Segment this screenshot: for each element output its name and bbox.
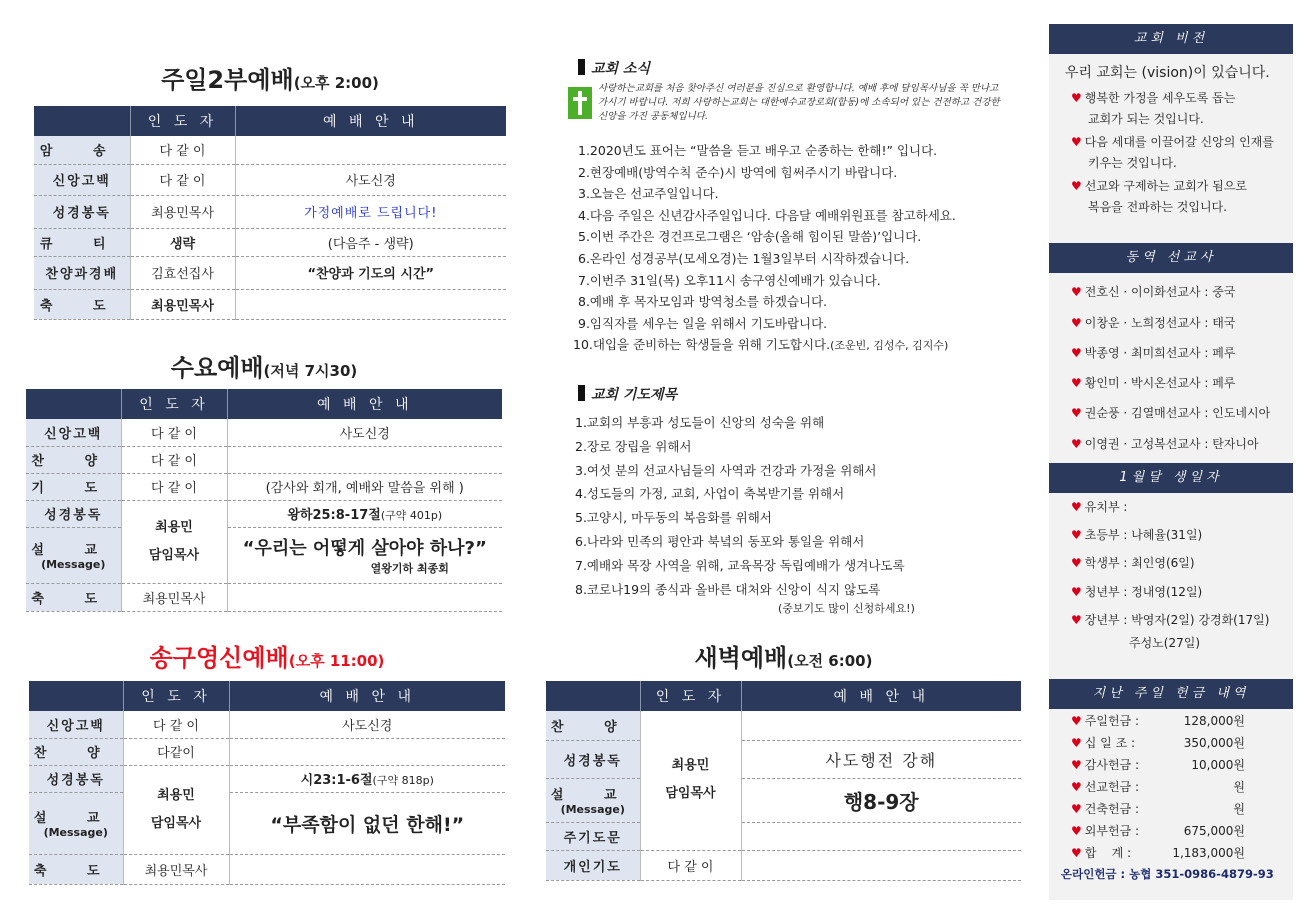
table-row: 큐 티 생략 (다음주 - 생략) [34,228,506,256]
table-row: 암 송 다 같 이 [34,136,506,164]
list-item: 7.예배와 목장 사역을 위해, 교육목장 독립예배가 생겨나도록 [575,557,905,573]
table-row: 찬 양 다같이 [29,738,505,765]
table-row: 주기도문 [546,822,1021,850]
table-row: 신앙고백 다 같 이 사도신경 [26,419,502,446]
preacher-cell: 최용민 담임목사 [123,765,229,854]
offering-amount: 128,000원 [1183,714,1245,728]
list-item: ♥ 장년부 : 박영자(2일) 강경화(17일) [1071,613,1270,627]
list-item: 1.교회의 부흥과 성도들이 신앙의 성숙을 위해 [575,415,825,430]
list-item: 5.이번 주간은 경건프로그램은 ‘암송(올해 힘이된 말씀)’입니다. [578,229,922,245]
heart-icon: ♥ [1071,528,1082,542]
vision-heading: 교회 비전 [1049,24,1293,54]
vision-item: ♥ 선교와 구제하는 교회가 됨으로 복음을 전파하는 것입니다. [1071,179,1247,214]
list-item: ♥ 주일헌금 : [1071,714,1139,728]
list-item: ♥ 권순풍 · 김열매선교사 : 인도네시아 [1071,406,1271,420]
table-row: 축 도 최용민목사 [29,854,505,884]
sunday-service-title: 주일2부예배(오후 2:00) [161,66,379,94]
list-item: ♥ 선교헌금 : [1071,780,1139,794]
list-item: 5.고양시, 마두동의 복음화를 위해서 [575,510,772,526]
list-item: 8.예배 후 목자모임과 방역청소를 하겠습니다. [578,294,828,310]
news-intro: 사랑하는교회를 처음 찾아주신 여러분을 진심으로 환영합니다. 예배 후에 담임목사님을 꼭 만나고 가시기 바랍니다. 저희 사랑하는교회는 대한예수교장로회(합동)에 소속되어 있는 건전하고 건강한 신앙을 가진 공동체입니다. [598,83,1000,122]
list-item: 6.나라와 민족의 평안과 북녘의 동포와 통일을 위해서 [575,533,865,549]
heart-icon: ♥ [1071,780,1082,794]
heart-icon: ♥ [1071,824,1082,838]
table-row: 설 교 (Message) “우리는 어떻게 살아야 하나?” 열왕기하 최종회 [26,527,502,583]
list-item: ♥ 십 일 조 : [1071,736,1136,750]
scripture-cell: 왕하25:8-17절(구약 401p) [227,500,502,527]
table-row: 설 교 (Message) 행8-9장 [546,778,1021,822]
heart-icon: ♥ [1071,714,1082,728]
list-item: ♥ 박종영 · 최미희선교사 : 페루 [1071,346,1236,360]
birthday-extra: 주성노(27일) [1129,636,1201,650]
heart-icon: ♥ [1071,179,1082,193]
table-row: 성경봉독 사도행전 강해 [546,740,1021,778]
heart-icon: ♥ [1071,316,1082,330]
list-item: 2.현장예배(방역수칙 준수)시 방역에 힘써주시기 바랍니다. [578,164,898,180]
heart-icon: ♥ [1071,437,1082,451]
birthday-heading: 1월달 생일자 [1049,463,1293,493]
table-header: 인 도 자 예 배 안 내 [546,681,1021,711]
list-item: 4.다음 주일은 신년감사주일입니다. 다음달 예배위원표를 참고하세요. [578,207,956,223]
list-item: ♥ 청년부 : 정내영(12일) [1071,585,1203,599]
list-item: 9.임직자를 세우는 일을 위해서 기도바랍니다. [578,315,828,331]
table-row: 기 도 다 같 이 (감사와 회개, 예배와 말씀을 위해 ) [26,473,502,500]
prayer-footer: (중보기도 많이 신청하세요!) [778,602,915,615]
table-header: 인 도 자 예 배 안 내 [26,389,502,419]
cross-icon [568,87,592,119]
heart-icon: ♥ [1071,736,1082,750]
table-row: 찬양과경배 김효선집사 “찬양과 기도의 시간” [34,256,506,289]
offering-amount: 원 [1233,802,1245,816]
table-row: 찬 양 다 같 이 [26,446,502,473]
list-item: ♥ 유치부 : [1071,500,1128,514]
list-item: ♥ 초등부 : 나혜율(31일) [1071,528,1203,542]
list-item: ♥ 건축헌금 : [1071,802,1139,816]
table-header: 인 도 자 예 배 안 내 [34,106,506,136]
vision-title: 우리 교회는 (vision)이 있습니다. [1065,65,1270,81]
prayer-list [575,411,1035,601]
table-row: 개인기도 다 같 이 [546,850,1021,880]
table-row: 성경봉독 최용민 담임목사 시23:1-6절(구약 818p) [29,765,505,792]
sunday-service-table [34,106,506,320]
heart-icon: ♥ [1071,585,1082,599]
offering-amount: 675,000원 [1183,824,1245,838]
table-header: 인 도 자 예 배 안 내 [29,681,505,711]
wednesday-service-table [26,389,502,612]
heart-icon: ♥ [1071,758,1082,772]
wednesday-service-title: 수요예배(저녁 7시30) [170,354,358,382]
offering-amount: 350,000원 [1183,736,1245,750]
list-item: 7.이번주 31일(목) 오후11시 송구영신예배가 있습니다. [578,272,881,288]
heart-icon: ♥ [1071,500,1082,514]
heart-icon: ♥ [1071,135,1082,149]
preacher-cell: 최용민 담임목사 [121,500,227,583]
dawn-service-title: 새벽예배(오전 6:00) [694,644,873,672]
list-item: ♥ 합 계 : [1071,846,1132,860]
table-row: 성경봉독 최용민 담임목사 왕하25:8-17절(구약 401p) [26,500,502,527]
missionary-heading: 동역 선교사 [1049,243,1293,273]
table-row: 설 교 (Message) “부족함이 없던 한해!” [29,792,505,854]
heart-icon: ♥ [1071,406,1082,420]
list-item: ♥ 이영권 · 고성복선교사 : 탄자니아 [1071,437,1259,451]
table-row: 성경봉독 최용민목사 가정예배로 드립니다! [34,195,506,228]
sidebar [1049,24,1293,900]
list-item: 8.코로나19의 종식과 올바른 대처와 신앙이 식지 않도록 [575,581,881,597]
offering-amount: 10,000원 [1191,758,1245,772]
heart-icon: ♥ [1071,91,1082,105]
heart-icon: ♥ [1071,846,1082,860]
heart-icon: ♥ [1071,613,1082,627]
table-row: 축 도 최용민목사 [26,583,502,611]
offering-amount: 원 [1233,780,1245,794]
preacher-cell: 최용민 담임목사 [640,711,741,850]
list-item: ♥ 감사헌금 : [1071,758,1139,772]
table-row: 찬 양 최용민 담임목사 [546,711,1021,740]
table-row: 신앙고백 다 같 이 사도신경 [29,711,505,738]
list-item: 3.여섯 분의 선교사님들의 사역과 건강과 가정을 위해서 [575,462,877,478]
list-item: ♥ 학생부 : 최인영(6일) [1071,556,1195,570]
list-item: 10.대입을 준비하는 학생들을 위해 기도합시다.(조운빈, 김성수, 김지수) [573,337,949,353]
list-item: 2.장로 장립을 위해서 [575,438,692,454]
heart-icon: ♥ [1071,802,1082,816]
yearend-service-title: 송구영신예배(오후 11:00) [149,644,385,672]
heart-icon: ♥ [1071,285,1082,299]
list-item: 4.성도들의 가정, 교회, 사업이 축복받기를 위해서 [575,486,845,502]
dawn-service-table [546,681,1021,881]
table-row: 축 도 최용민목사 [34,289,506,319]
heart-icon: ♥ [1071,556,1082,570]
list-item: ♥ 황인미 · 박시온선교사 : 페루 [1071,376,1236,390]
offering-amount: 1,183,000원 [1172,846,1245,860]
table-row: 신앙고백 다 같 이 사도신경 [34,164,506,195]
prayer-heading: 교회 기도제목 [578,384,677,404]
list-item: ♥ 전호신 · 이이화선교사 : 중국 [1071,285,1236,299]
news-heading: 교회 소식 [578,58,650,78]
vision-item: ♥ 다음 세대를 이끌어갈 신앙의 인재를 키우는 것입니다. [1071,135,1274,170]
yearend-service-table [29,681,505,885]
list-item: 1.2020년도 표어는 “말씀을 듣고 배우고 순종하는 한해!” 입니다. [578,143,938,158]
list-item: ♥ 외부헌금 : [1071,824,1139,838]
offering-heading: 지난 주일 헌금 내역 [1049,679,1293,709]
list-item: 6.온라인 성경공부(모세오경)는 1월3일부터 시작하겠습니다. [578,250,910,266]
news-list [573,140,1038,356]
list-item: ♥ 이창운 · 노희정선교사 : 태국 [1071,316,1236,330]
sermon-cell: “우리는 어떻게 살아야 하나?” 열왕기하 최종회 [227,527,502,583]
heart-icon: ♥ [1071,376,1082,390]
scripture-cell: 시23:1-6절(구약 818p) [229,765,505,792]
list-item: 3.오늘은 선교주일입니다. [578,186,719,202]
online-offering: 온라인헌금 : 농협 351-0986-4879-93 [1061,867,1274,881]
vision-item: ♥ 행복한 가정을 세우도록 돕는 교회가 되는 것입니다. [1071,91,1236,126]
heart-icon: ♥ [1071,346,1082,360]
